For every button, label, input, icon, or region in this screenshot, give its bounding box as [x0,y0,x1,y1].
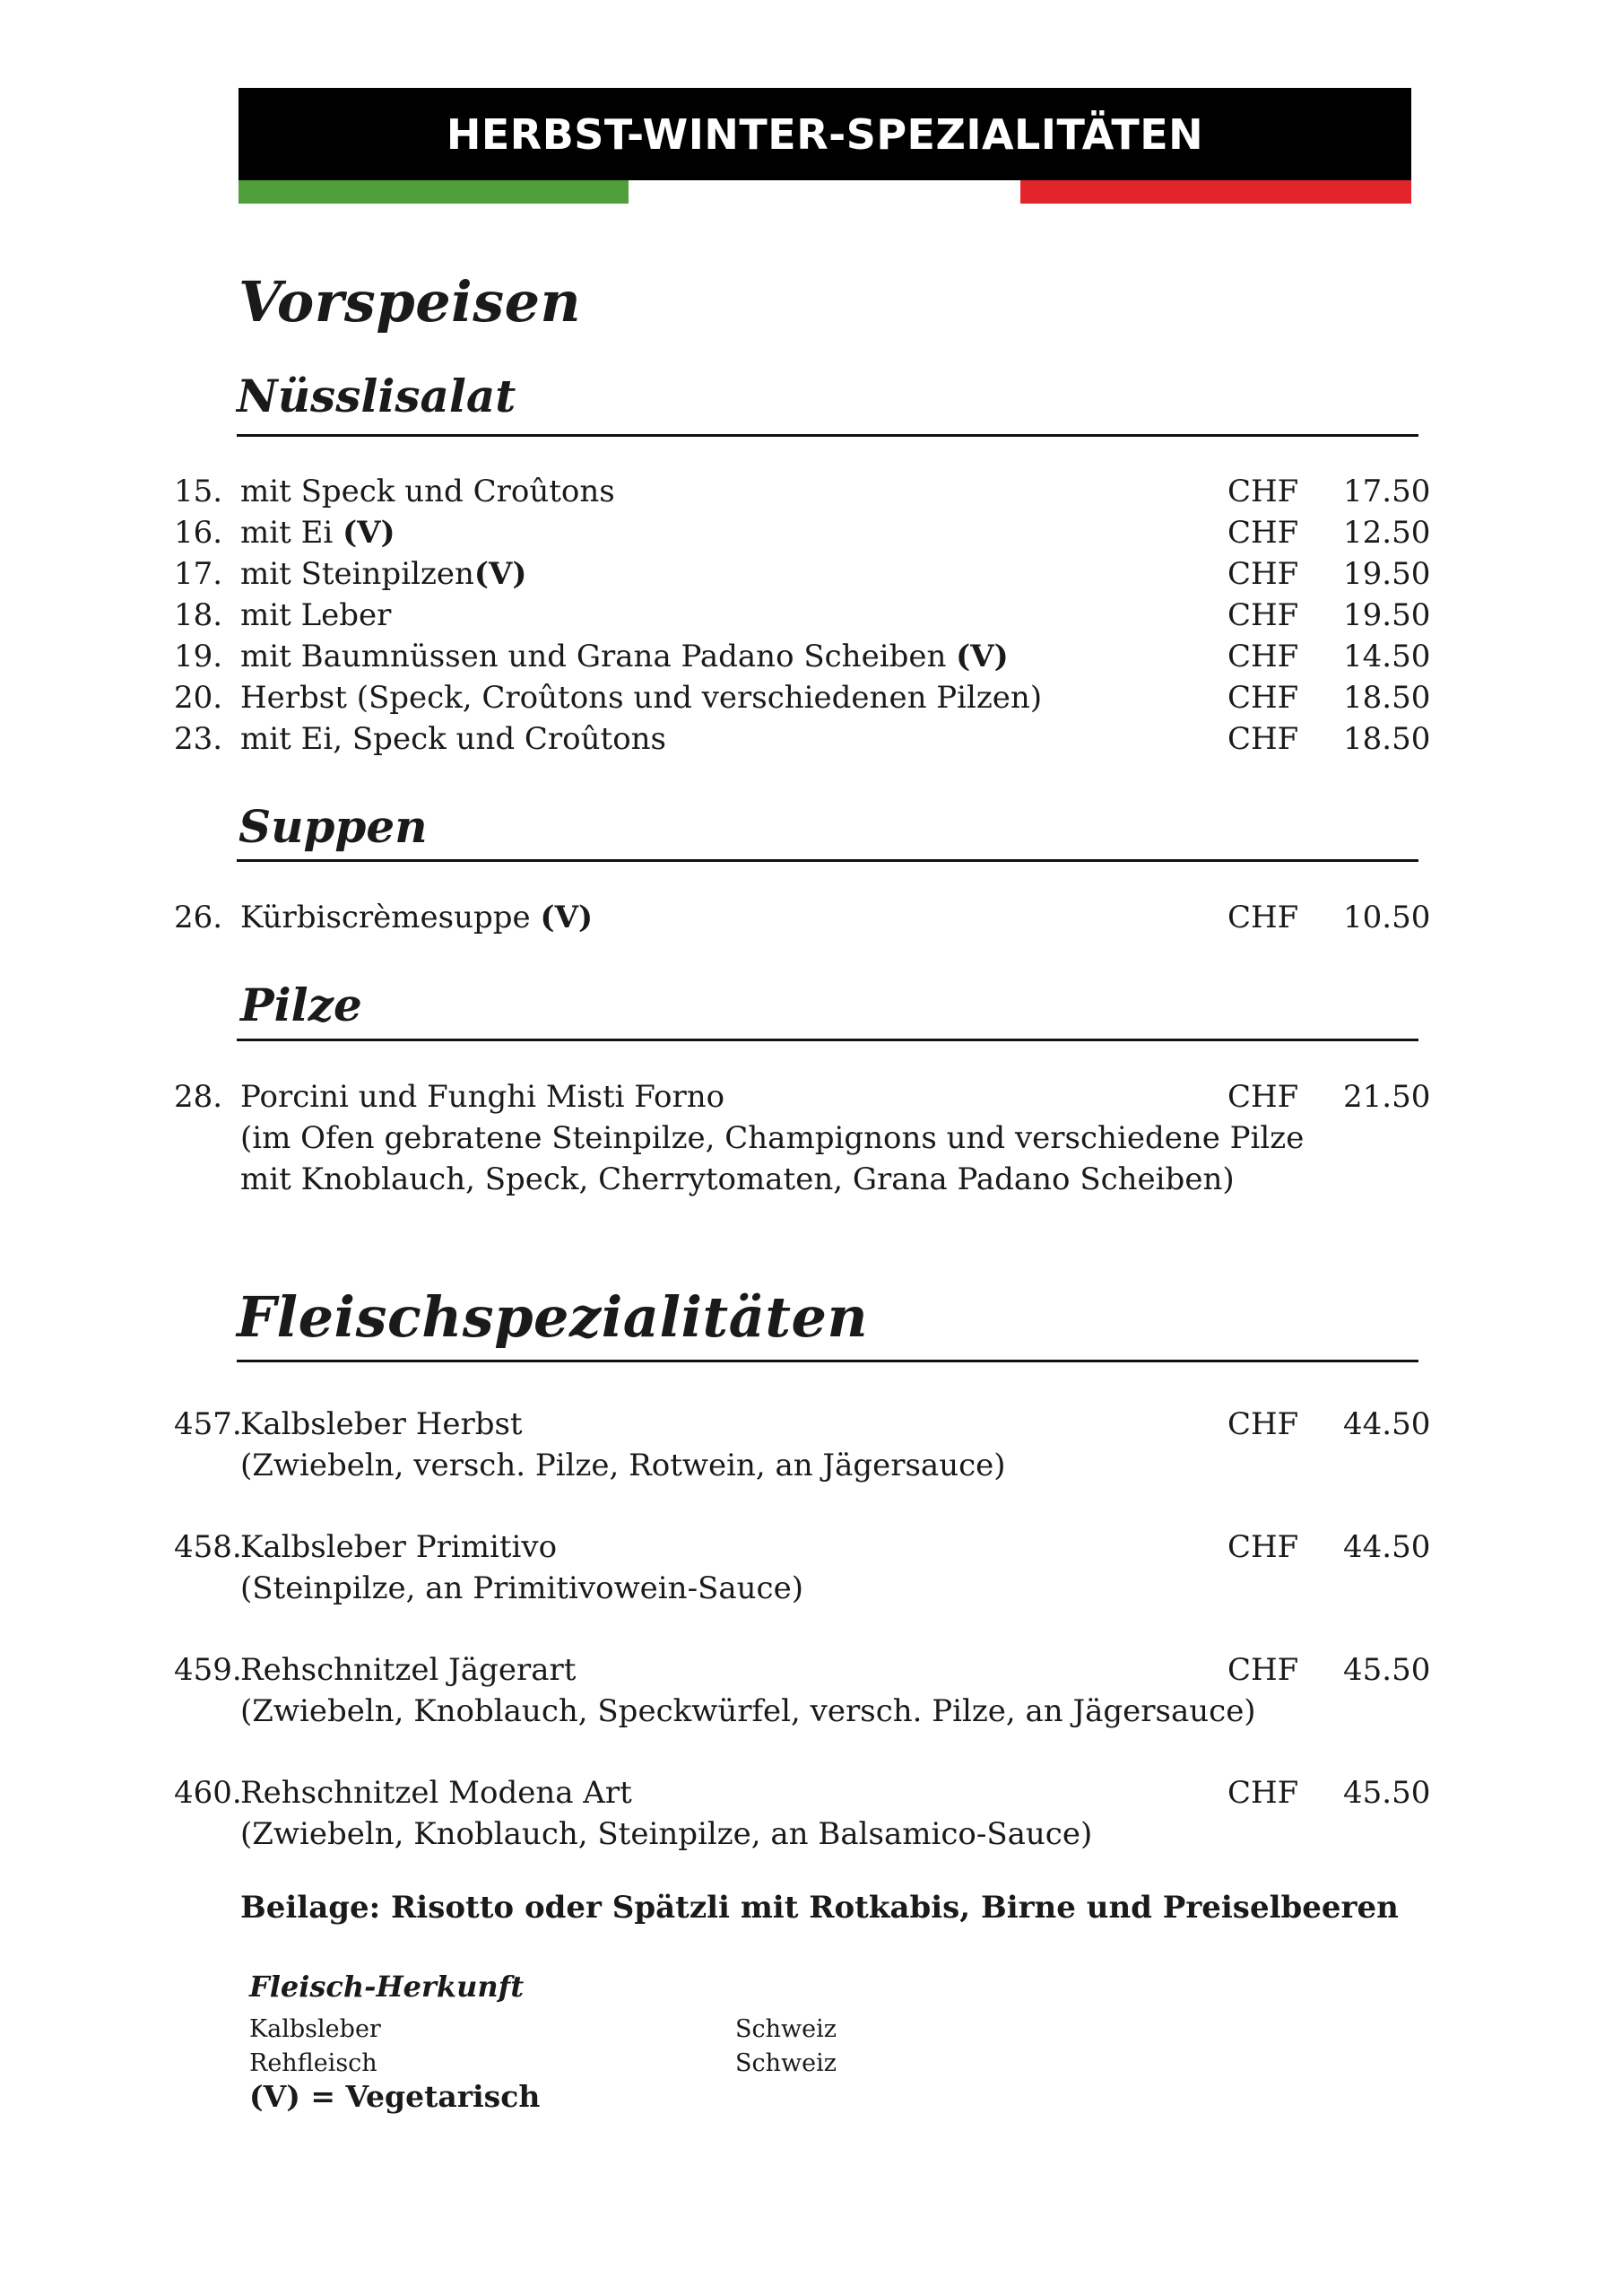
item-name: mit Steinpilzen(V) [240,556,527,592]
item-price: 12.50 [1343,515,1431,551]
item-currency: CHF [1227,1775,1299,1811]
item-name: mit Ei (V) [240,515,395,551]
origin-meat: Kalbsleber [249,2015,381,2043]
item-name: mit Baumnüssen und Grana Padano Scheiben (V) [240,639,1009,674]
item-number: 20. [174,680,223,716]
item-number: 457. [174,1406,242,1442]
item-description: (Zwiebeln, Knoblauch, Steinpilze, an Balsamico-Sauce) [240,1816,1093,1852]
item-name: Kalbsleber Herbst [240,1406,523,1442]
item-price: 19.50 [1343,556,1431,592]
origin-meat: Rehfleisch [249,2049,377,2077]
item-name: Rehschnitzel Modena Art [240,1775,632,1811]
divider [237,434,1418,437]
item-price: 19.50 [1343,597,1431,633]
divider [237,859,1418,862]
item-name: Porcini und Funghi Misti Forno [240,1079,725,1115]
origin-country: Schweiz [735,2015,837,2043]
item-currency: CHF [1227,1529,1299,1565]
item-number: 18. [174,597,223,633]
subsection-title-nuesslisalat: Nüsslisalat [237,370,516,422]
item-number: 459. [174,1652,242,1688]
item-currency: CHF [1227,556,1299,592]
header-bar [239,88,1411,180]
page-title: HERBST-WINTER-SPEZIALITÄTEN [446,109,1204,159]
item-number: 23. [174,721,223,757]
item-number: 26. [174,900,223,935]
item-currency: CHF [1227,680,1299,716]
item-description: (Zwiebeln, Knoblauch, Speckwürfel, versch. Pilze, an Jägersauce) [240,1693,1256,1729]
item-number: 19. [174,639,223,674]
side-dish-note: Beilage: Risotto oder Spätzli mit Rotkabis, Birne und Preiselbeeren [240,1890,1399,1926]
vegetarian-legend: (V) = Vegetarisch [249,2079,541,2114]
item-description: (Steinpilze, an Primitivowein-Sauce) [240,1570,803,1606]
item-currency: CHF [1227,721,1299,757]
item-name: mit Leber [240,597,392,633]
item-name: mit Speck und Croûtons [240,474,615,509]
item-price: 14.50 [1343,639,1431,674]
item-price: 17.50 [1343,474,1431,509]
item-description: mit Knoblauch, Speck, Cherrytomaten, Grana Padano Scheiben) [240,1161,1235,1197]
item-price: 21.50 [1343,1079,1431,1115]
item-currency: CHF [1227,474,1299,509]
item-price: 44.50 [1343,1406,1431,1442]
section-title-vorspeisen: Vorspeisen [239,269,582,335]
item-currency: CHF [1227,1406,1299,1442]
item-currency: CHF [1227,639,1299,674]
item-number: 15. [174,474,223,509]
item-price: 10.50 [1343,900,1431,935]
item-price: 45.50 [1343,1775,1431,1811]
red-stripe [1020,180,1411,204]
item-number: 17. [174,556,223,592]
item-number: 458. [174,1529,242,1565]
veg-marker: (V) [473,556,527,592]
item-price: 45.50 [1343,1652,1431,1688]
item-name: Kalbsleber Primitivo [240,1529,558,1565]
green-stripe [239,180,629,204]
item-number: 460. [174,1775,242,1811]
item-number: 16. [174,515,223,551]
item-name: Rehschnitzel Jägerart [240,1652,577,1688]
item-price: 18.50 [1343,721,1431,757]
divider [237,1360,1418,1362]
item-name: Herbst (Speck, Croûtons und verschiedenen Pilzen) [240,680,1043,716]
item-currency: CHF [1227,597,1299,633]
item-currency: CHF [1227,900,1299,935]
veg-marker: (V) [343,515,395,551]
veg-marker: (V) [540,900,594,935]
item-name: Kürbiscrèmesuppe (V) [240,900,594,935]
divider [237,1039,1418,1041]
item-name: mit Ei, Speck und Croûtons [240,721,667,757]
item-number: 28. [174,1079,223,1115]
subsection-title-suppen: Suppen [239,800,428,853]
origin-title: Fleisch-Herkunft [249,1970,525,2004]
item-currency: CHF [1227,1079,1299,1115]
origin-country: Schweiz [735,2049,837,2077]
item-description: (im Ofen gebratene Steinpilze, Champignons und verschiedene Pilze [240,1120,1305,1156]
veg-marker: (V) [956,639,1009,674]
item-description: (Zwiebeln, versch. Pilze, Rotwein, an Jägersauce) [240,1448,1006,1483]
subsection-title-pilze: Pilze [240,978,362,1031]
item-currency: CHF [1227,1652,1299,1688]
section-title-fleisch: Fleischspezialitäten [237,1284,869,1350]
item-currency: CHF [1227,515,1299,551]
item-price: 18.50 [1343,680,1431,716]
item-price: 44.50 [1343,1529,1431,1565]
